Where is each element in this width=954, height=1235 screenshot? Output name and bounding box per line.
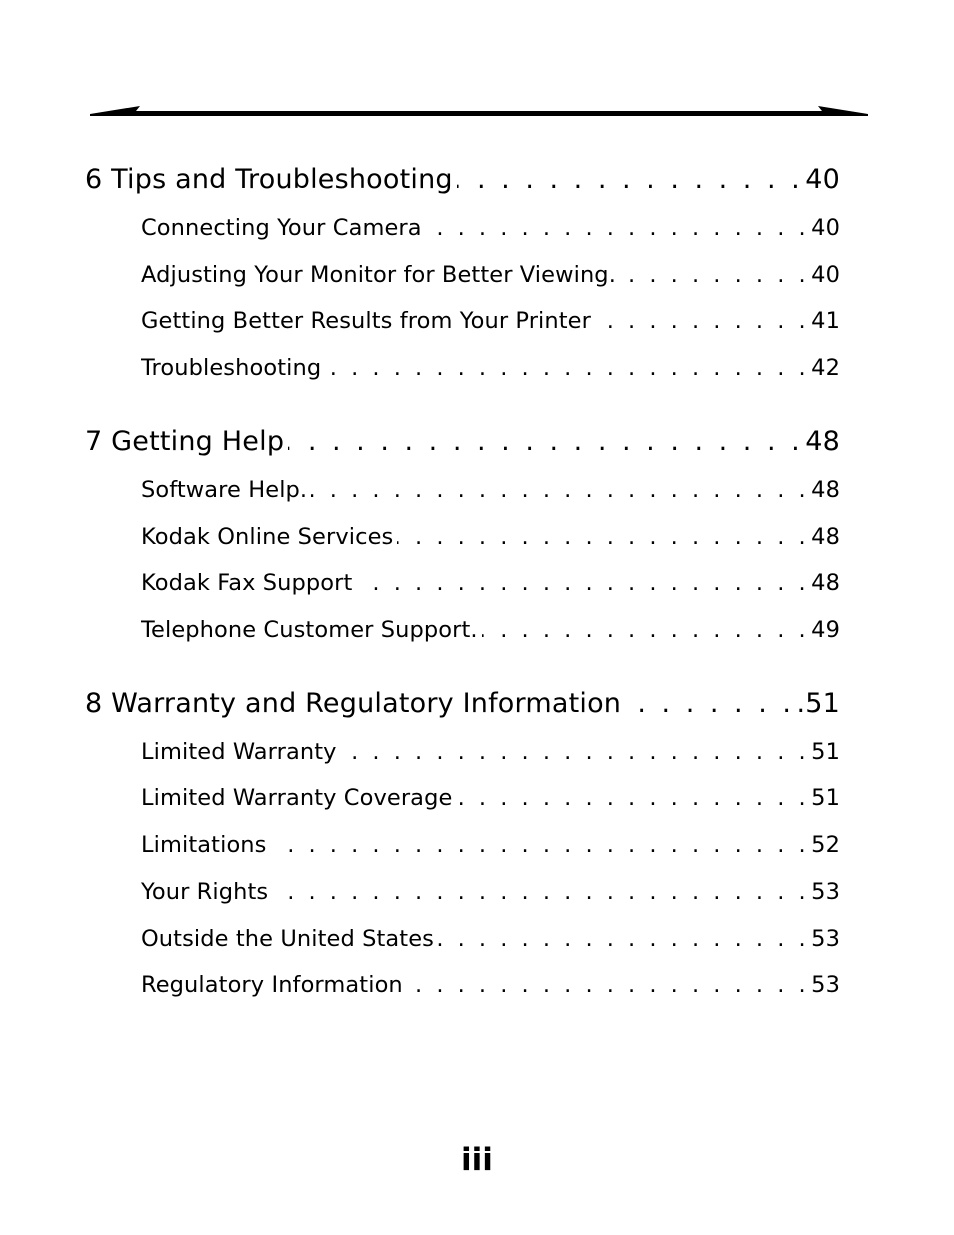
toc-page-number: 51 bbox=[811, 785, 840, 811]
dot-leader bbox=[438, 926, 809, 952]
toc-section[interactable] bbox=[141, 355, 840, 381]
toc-section-title: Limited Warranty bbox=[141, 739, 337, 765]
toc-section-title: Troubleshooting bbox=[141, 355, 322, 381]
toc-page-number: 48 bbox=[811, 477, 840, 503]
toc-section-title: Your Rights bbox=[141, 879, 269, 905]
toc-section-title: Kodak Fax Support bbox=[141, 570, 353, 596]
toc-page-number: 53 bbox=[811, 972, 840, 998]
toc-section-title: Telephone Customer Support. bbox=[141, 617, 478, 643]
toc-page-number: 48 bbox=[811, 570, 840, 596]
dot-leader bbox=[311, 477, 809, 503]
toc-chapter-title: 6 Tips and Troubleshooting bbox=[85, 164, 453, 195]
dot-leader bbox=[482, 617, 809, 643]
toc-section-title: Adjusting Your Monitor for Better Viewing. bbox=[141, 262, 616, 288]
dot-leader bbox=[271, 832, 810, 858]
dot-leader bbox=[456, 785, 809, 811]
toc-page-number: 49 bbox=[811, 617, 840, 643]
toc-section[interactable] bbox=[141, 926, 840, 952]
toc-page-number: 52 bbox=[811, 832, 840, 858]
toc-section[interactable] bbox=[141, 524, 840, 550]
dot-leader bbox=[407, 972, 809, 998]
toc-section[interactable] bbox=[141, 972, 840, 998]
dot-leader bbox=[272, 879, 809, 905]
toc-page-number: 53 bbox=[811, 879, 840, 905]
toc-page-number: .51 bbox=[796, 688, 840, 719]
dot-leader bbox=[356, 570, 809, 596]
dot-leader bbox=[341, 739, 810, 765]
toc-section-title: Outside the United States bbox=[141, 926, 434, 952]
dot-leader bbox=[595, 308, 809, 334]
toc-page-number: 48 bbox=[805, 426, 840, 457]
toc-section-title: Limited Warranty Coverage bbox=[141, 785, 453, 811]
toc-chapter-7[interactable] bbox=[85, 426, 840, 457]
dot-leader bbox=[288, 426, 803, 457]
toc-page-number: 40 bbox=[805, 164, 840, 195]
toc-page-number: 40 bbox=[811, 215, 840, 241]
toc-section-title: Software Help. bbox=[141, 477, 308, 503]
toc-section[interactable] bbox=[141, 477, 840, 503]
toc-page-number: 42 bbox=[811, 355, 840, 381]
toc-section[interactable] bbox=[141, 785, 840, 811]
toc-section-title: Regulatory Information bbox=[141, 972, 403, 998]
toc-page-number: 51 bbox=[811, 739, 840, 765]
toc-section-title: Getting Better Results from Your Printer bbox=[141, 308, 591, 334]
toc-page-number: 41 bbox=[811, 308, 840, 334]
toc-section[interactable] bbox=[141, 308, 840, 334]
dot-leader bbox=[397, 524, 809, 550]
toc-section[interactable] bbox=[141, 879, 840, 905]
toc-chapter-title: 7 Getting Help bbox=[85, 426, 285, 457]
dot-leader bbox=[457, 164, 803, 195]
page-number: iii bbox=[461, 1142, 493, 1178]
toc-page-number: 48 bbox=[811, 524, 840, 550]
toc-page-number: 53 bbox=[811, 926, 840, 952]
toc-section[interactable] bbox=[141, 215, 840, 241]
toc-section[interactable] bbox=[141, 570, 840, 596]
toc-chapter-title: 8 Warranty and Regulatory Information bbox=[85, 688, 622, 719]
toc-section[interactable] bbox=[141, 832, 840, 858]
toc-section-title: Connecting Your Camera bbox=[141, 215, 422, 241]
toc-page-number: 40 bbox=[811, 262, 840, 288]
toc-chapter-6[interactable] bbox=[85, 164, 840, 195]
dot-leader bbox=[620, 262, 809, 288]
dot-leader bbox=[426, 215, 809, 241]
toc-chapter-8[interactable] bbox=[85, 688, 840, 719]
toc-section[interactable] bbox=[141, 262, 840, 288]
toc-section-title: Limitations bbox=[141, 832, 267, 858]
dot-leader bbox=[625, 688, 794, 719]
dot-leader bbox=[325, 355, 809, 381]
toc-section[interactable] bbox=[141, 617, 840, 643]
toc-section-title: Kodak Online Services bbox=[141, 524, 394, 550]
toc-section[interactable] bbox=[141, 739, 840, 765]
